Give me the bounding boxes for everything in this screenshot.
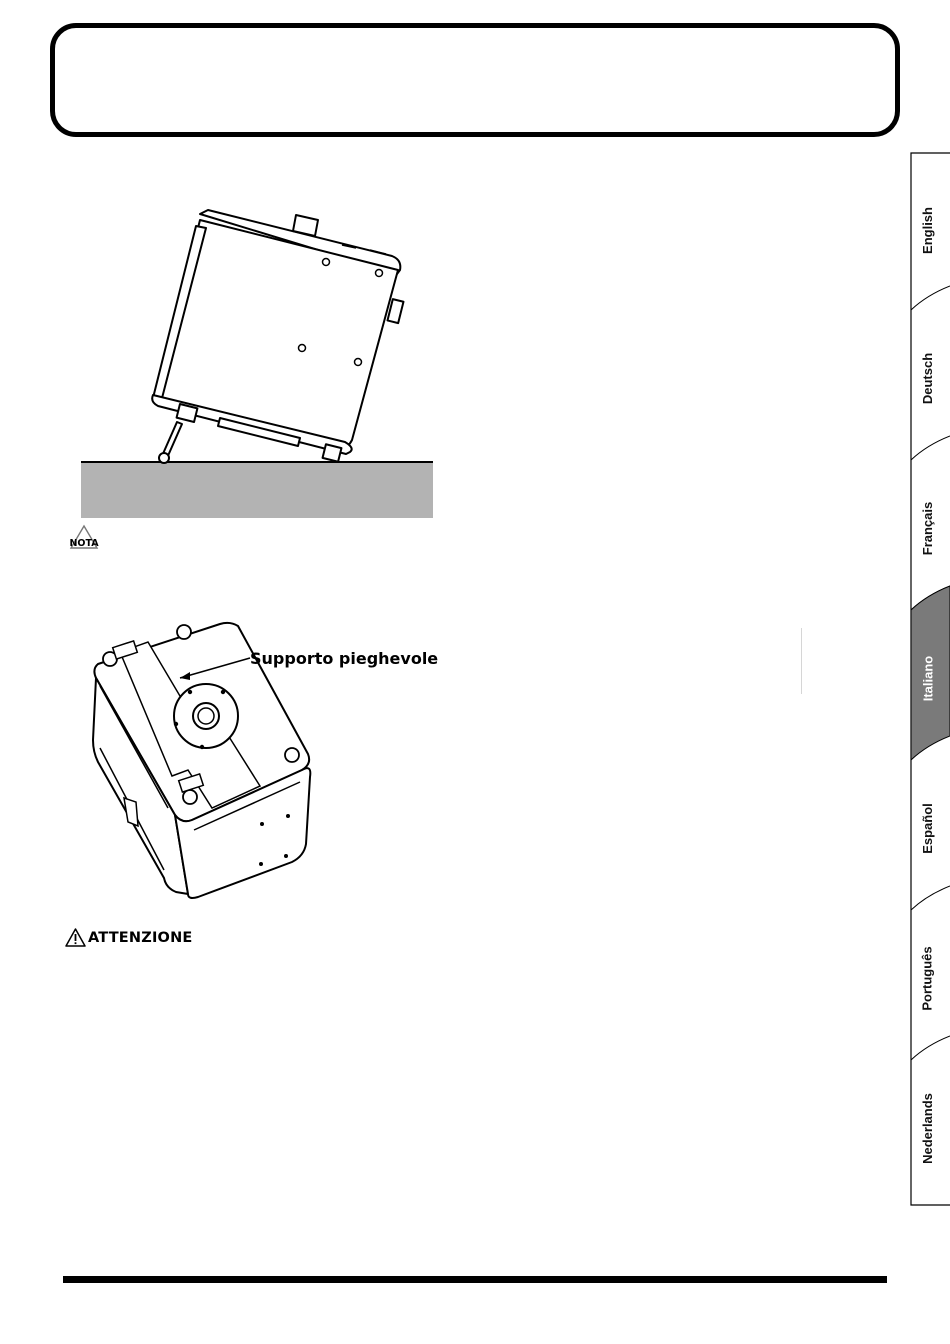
- tab-espanol-label: Español: [920, 802, 936, 854]
- nota-label: NOTA: [69, 538, 99, 549]
- tab-english-label: English: [920, 206, 936, 254]
- tab-deutsch-label: Deutsch: [920, 352, 936, 404]
- tab-portugues[interactable]: [905, 918, 950, 1038]
- tab-deutsch[interactable]: [905, 318, 950, 438]
- tab-espanol[interactable]: [905, 768, 950, 888]
- tab-francais[interactable]: [905, 468, 950, 588]
- tab-portugues-label: Português: [920, 945, 936, 1011]
- caution-heading: [65, 928, 193, 947]
- caution-label: ATTENZIONE: [88, 929, 193, 946]
- nota-icon: [64, 524, 104, 554]
- floor: [81, 462, 433, 518]
- divider: [801, 628, 802, 694]
- tab-nederlands-label: Nederlands: [920, 1092, 935, 1164]
- page-title-frame: [50, 23, 900, 137]
- tab-english[interactable]: [905, 170, 950, 290]
- tab-nederlands[interactable]: [905, 1068, 950, 1188]
- language-tabs: [905, 150, 950, 1210]
- amplifier-tilted-illustration: [60, 190, 440, 525]
- folding-stand-callout: Supporto pieghevole: [250, 649, 439, 668]
- warning-triangle-icon: [65, 928, 86, 947]
- tab-francais-label: Français: [920, 501, 936, 555]
- footer-rule: [63, 1276, 887, 1283]
- tab-italiano[interactable]: [905, 618, 950, 738]
- tab-italiano-label: Italiano: [920, 655, 936, 701]
